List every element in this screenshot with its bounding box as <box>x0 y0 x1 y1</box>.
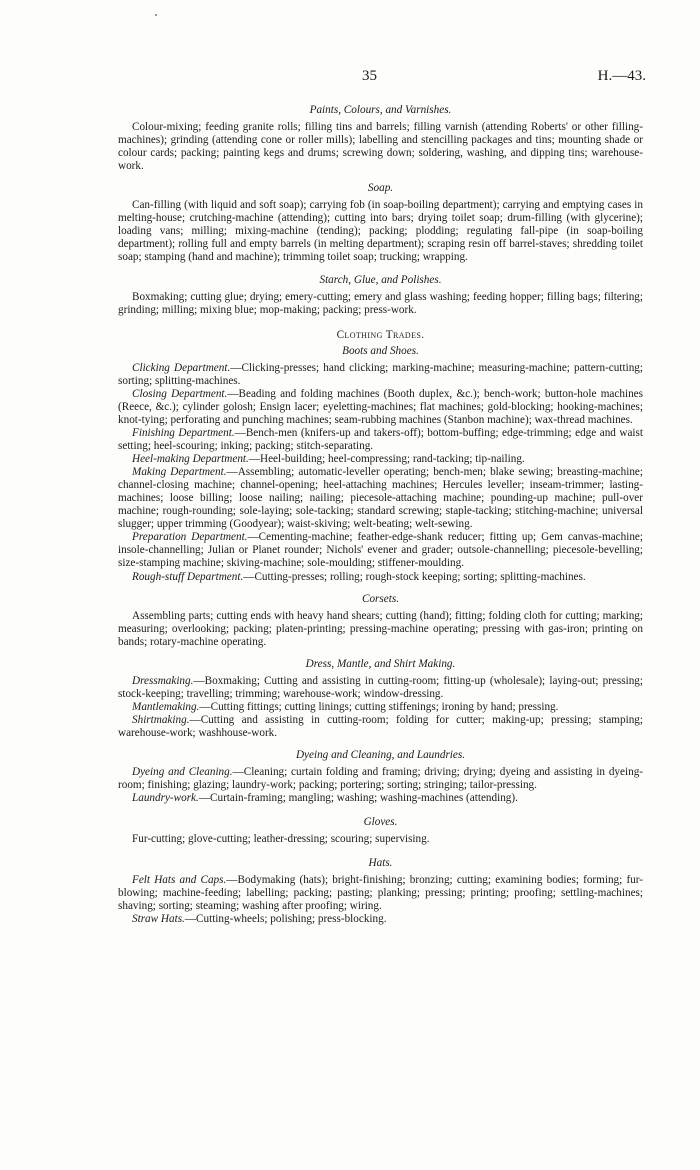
department-label: Preparation Department. <box>132 531 248 544</box>
section-heading-soap: Soap. <box>367 182 394 195</box>
major-heading-clothing-trades: Clothing Trades. <box>336 328 425 341</box>
department-paragraph <box>118 427 643 453</box>
paragraph-text: —Bench-men (knifers-up and takers-off); bottom-buffing; edge-trimming; edge and waist setting; heel-scouring; inking; packing; stitch-separating. <box>118 426 643 453</box>
section-heading-gloves: Gloves. <box>363 816 398 829</box>
department-label: Felt Hats and Caps. <box>132 874 227 887</box>
department-label: Closing Department. <box>132 387 228 400</box>
paragraph-text: —Assembling; automatic-leveller operating; bench-men; blake sewing; breasting-machine; channel-closing machine; channel-opening; heel-attaching machines; Hercules leveller; inseam-trimmer; lasting-machines; loose billing; loose nailing; nailing; piecesole-attaching machine; pounding-up machine; pull-over machine; rough-rounding; sole-laying; sole-tacking; standard screwing; staple-tacking; stitching-machine; universal slugger; upper trimming (Goodyear); waist-skiving; welt-beating; welt-sewing. <box>118 466 643 531</box>
scan-speck <box>155 14 157 16</box>
department-label: Straw Hats. <box>132 913 185 926</box>
department-label: Dyeing and Cleaning. <box>132 766 233 779</box>
section-heading-hats: Hats. <box>368 857 393 870</box>
section-paragraph <box>118 121 643 173</box>
department-label: Shirtmaking. <box>132 713 190 726</box>
paragraph-text: —Heel-building; heel-compressing; rand-tacking; tip-nailing. <box>248 453 525 466</box>
section-heading-dyeing: Dyeing and Cleaning, and Laundries. <box>295 749 466 762</box>
department-paragraph <box>118 388 643 427</box>
department-label: Laundry-work. <box>132 792 199 805</box>
department-paragraph <box>118 913 643 926</box>
department-label: Rough-stuff Department. <box>132 570 244 583</box>
paragraph-text: —Cutting and assisting in cutting-room; folding for cutter; making-up; pressing; stamping; warehouse-work; washhouse-work. <box>118 713 643 739</box>
paragraph-text: —Clicking-presses; hand clicking; marking-machine; measuring-machine; pattern-cutting; sorting; splitting-machines. <box>118 361 643 387</box>
document-reference: H.—43. <box>597 68 646 84</box>
paragraph-text: —Cutting-presses; rolling; rough-stock keeping; sorting; splitting-machines. <box>243 570 586 583</box>
paragraph-text: —Boxmaking; Cutting and assisting in cutting-room; fitting-up (wholesale); laying-out; pressing; stock-keeping; travelling; trimming; warehouse-work; window-dressing. <box>118 674 643 700</box>
department-paragraph <box>118 714 643 740</box>
section-paragraph <box>118 833 643 846</box>
department-paragraph <box>118 466 643 531</box>
page-number: 35 <box>362 68 377 84</box>
page-header <box>0 68 700 88</box>
paragraph-text: Can-filling (with liquid and soft soap); carrying fob (in soap-boiling department); carrying and emptying cases in melting-house; crutching-machine (attending); cutting into bars; drying toilet soap; drum-filling (with glycerine); loading vans; milling; mixing-machine (tending); packing; plodding; regulating fall-pipe (in soap-boiling department); rolling full and empty barrels (in melting department); scraping resin off barrel-staves; shredding toilet soap; stamping (hand and machine); trimming toilet soap; trucking; wrapping. <box>118 199 643 264</box>
department-paragraph <box>118 874 643 913</box>
department-paragraph <box>118 701 643 714</box>
section-heading-boots-shoes: Boots and Shoes. <box>342 344 419 357</box>
department-label: Dressmaking. <box>132 674 194 687</box>
department-label: Making Department. <box>132 466 227 479</box>
paragraph-text: —Cementing-machine; feather-edge-shank reducer; fitting up; Gem canvas-machine; insole-channelling; Julian or Planet rounder; Nichols' evener and grader; outsole-channelling; piecesole-bevelling; size-stamping machine; skiving-machine; sole-moulding; stiffener-moulding. <box>118 531 643 570</box>
department-paragraph <box>118 362 643 388</box>
department-label: Clicking Department. <box>132 361 231 374</box>
department-paragraph <box>118 453 643 466</box>
department-paragraph <box>118 531 643 570</box>
paragraph-text: —Curtain-framing; mangling; washing; washing-machines (attending). <box>198 792 518 805</box>
section-paragraph <box>118 610 643 649</box>
section-paragraph <box>118 291 643 317</box>
paragraph-text: Boxmaking; cutting glue; drying; emery-cutting; emery and glass washing; feeding hopper; filling bags; filtering; grinding; milling; mixing blue; mop-making; packing; press-work. <box>118 290 643 316</box>
department-label: Mantlemaking. <box>132 700 200 713</box>
section-paragraph <box>118 199 643 264</box>
department-label: Finishing Department. <box>132 426 235 439</box>
department-paragraph <box>118 792 643 805</box>
department-label: Heel-making Department. <box>132 453 249 466</box>
department-paragraph <box>118 571 643 584</box>
page-body <box>118 98 643 927</box>
paragraph-text: —Bodymaking (hats); bright-finishing; bronzing; cutting; examining bodies; forming; fur-blowing; machine-feeding; labelling; packing; pasting; planking; pressing; printing; proofing; settling-machines; shaving; sorting; steaming; washing after proofing; wiring. <box>118 874 643 913</box>
section-heading-paints: Paints, Colours, and Varnishes. <box>309 104 452 116</box>
paragraph-text: —Cleaning; curtain folding and framing; driving; drying; dyeing and assisting in dyeing-room; finishing; glazing; laundry-work; packing; portering; sorting; stringing; tailor-pressing. <box>118 766 644 792</box>
paragraph-text: Fur-cutting; glove-cutting; leather-dressing; scouring; supervising. <box>132 833 430 846</box>
department-paragraph <box>118 766 643 792</box>
section-heading-corsets: Corsets. <box>362 592 399 605</box>
section-heading-starch: Starch, Glue, and Polishes. <box>319 273 442 286</box>
paragraph-text: Assembling parts; cutting ends with heavy hand shears; cutting (hand); fitting; folding cloth for cutting; marking; measuring; overlooking; packing; platen-printing; pressing-machine operating; pressing with gas-iron; printing on bands; rotary-machine operating. <box>118 609 643 648</box>
paragraph-text: Colour-mixing; feeding granite rolls; filling tins and barrels; filling varnish (attending Roberts' or other filling-machines); grinding (attending cone or roller mills); labelling and stencilling packages and tins; mounting shade or colour cards; packing; painting kegs and drums; screwing down; soldering, washing, and dipping tins; warehouse-work. <box>118 121 643 173</box>
paragraph-text: —Beading and folding machines (Booth duplex, &c.); bench-work; button-hole machines (Reece, &c.); cylinder golosh; Ensign lacer; eyeletting-machines; flat machines; gold-blocking; hooking-machines; knot-tying; perforating and punching machines; seam-rubbing machines (Stanbon machine); wax-thread machines. <box>118 387 643 426</box>
paragraph-text: —Cutting fittings; cutting linings; cutting stiffenings; ironing by hand; pressing. <box>199 700 559 713</box>
department-paragraph <box>118 675 643 701</box>
paragraph-text: —Cutting-wheels; polishing; press-blocking. <box>184 913 387 926</box>
section-heading-dress: Dress, Mantle, and Shirt Making. <box>305 657 456 670</box>
